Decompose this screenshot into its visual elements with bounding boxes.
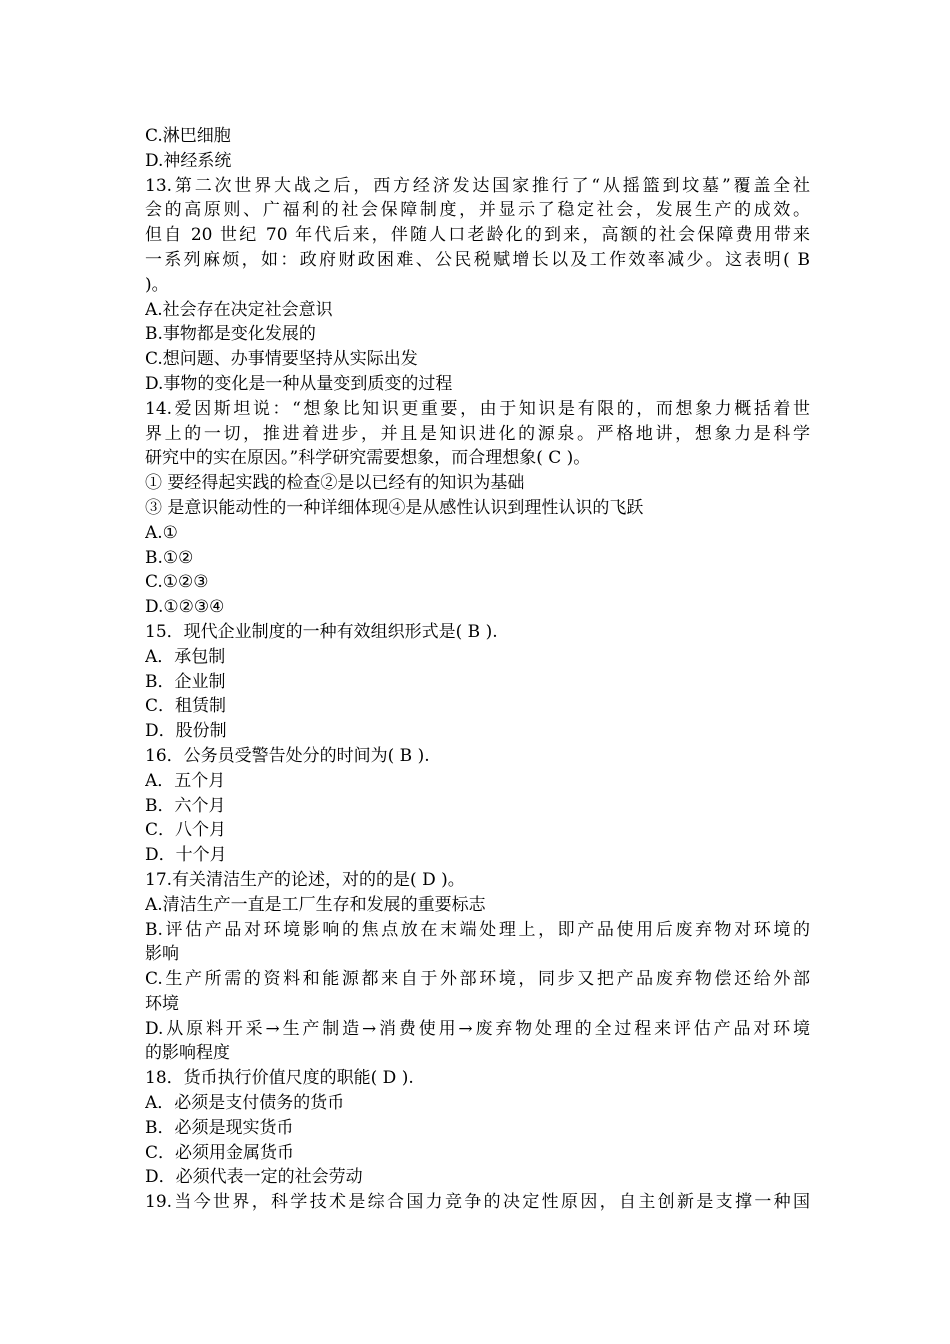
text-line: 会的高原则、广福利的社会保障制度，并显示了稳定社会，发展生产的成效。 [145,200,810,221]
text-line: A.社会存在决定社会意识 [145,299,333,320]
text-line: 19.当今世界，科学技术是综合国力竞争的决定性原因，自主创新是支撑一种国 [145,1192,810,1213]
text-line: A．五个月 [145,770,226,791]
text-line: B．必须是现实货币 [145,1117,294,1138]
text-line: D.神经系统 [145,150,232,171]
text-line: A.清洁生产一直是工厂生存和发展的重要标志 [145,894,486,915]
text-line: D.①②③④ [145,597,225,618]
text-line: 14.爱因斯坦说：“想象比知识更重要，由于知识是有限的，而想象力概括着世 [145,398,810,419]
text-line: ③ 是意识能动性的一种详细体现④是从感性认识到理性认识的飞跃 [145,497,644,518]
text-line: 的影响程度 [145,1043,230,1064]
text-line: C.①②③ [145,572,209,593]
text-line: 16．公务员受警告处分的时间为( B ). [145,745,430,766]
text-line: 研究中的实在原因。”科学研究需要想象，而合理想象( C )。 [145,448,591,469]
text-line: D．十个月 [145,845,227,866]
text-line: C．八个月 [145,820,227,841]
text-line: 一系列麻烦，如：政府财政困难、公民税赋增长以及工作效率减少。这表明( B [145,249,810,270]
text-line: 界上的一切，推进着进步，并且是知识进化的源泉。严格地讲，想象力是科学 [145,423,810,444]
text-line: )。 [145,274,169,295]
text-line: B．六个月 [145,795,226,816]
text-line: 环境 [145,993,179,1014]
text-line: C．租赁制 [145,696,227,717]
text-line: A．必须是支付债务的货币 [145,1093,345,1114]
text-line: 13.第二次世界大战之后，西方经济发达国家推行了“从摇篮到坟墓”覆盖全社 [145,175,810,196]
text-line: 但自 20 世纪 70 年代后来，伴随人口老龄化的到来，高额的社会保障费用带来 [145,225,810,246]
text-line: 18．货币执行价值尺度的职能( D ). [145,1068,414,1089]
text-line: B.①② [145,547,194,568]
text-line: D．必须代表一定的社会劳动 [145,1167,363,1188]
text-line: D.事物的变化是一种从量变到质变的过程 [145,373,453,394]
text-line: D．股份制 [145,721,227,742]
text-line: D.从原料开采→生产制造→消费使用→废弃物处理的全过程来评估产品对环境 [145,1018,810,1039]
text-line: C.生产所需的资料和能源都来自于外部环境，同步又把产品废弃物偿还给外部 [145,969,810,990]
document-body [145,124,810,1215]
text-line: B.事物都是变化发展的 [145,324,316,345]
text-line: C.想问题、办事情要坚持从实际出发 [145,349,418,370]
text-line: A.① [145,522,178,543]
text-line: 15．现代企业制度的一种有效组织形式是( B ). [145,621,498,642]
text-line: ① 要经得起实践的检查②是以已经有的知识为基础 [145,473,525,494]
text-line: B．企业制 [145,671,226,692]
text-line: A．承包制 [145,646,226,667]
text-line: 17.有关清洁生产的论述，对的的是( D )。 [145,869,465,890]
text-line: C.淋巴细胞 [145,126,231,146]
text-line: 影响 [145,944,179,965]
text-line: B.评估产品对环境影响的焦点放在末端处理上，即产品使用后废弃物对环境的 [145,919,810,940]
text-line: C．必须用金属货币 [145,1142,295,1163]
